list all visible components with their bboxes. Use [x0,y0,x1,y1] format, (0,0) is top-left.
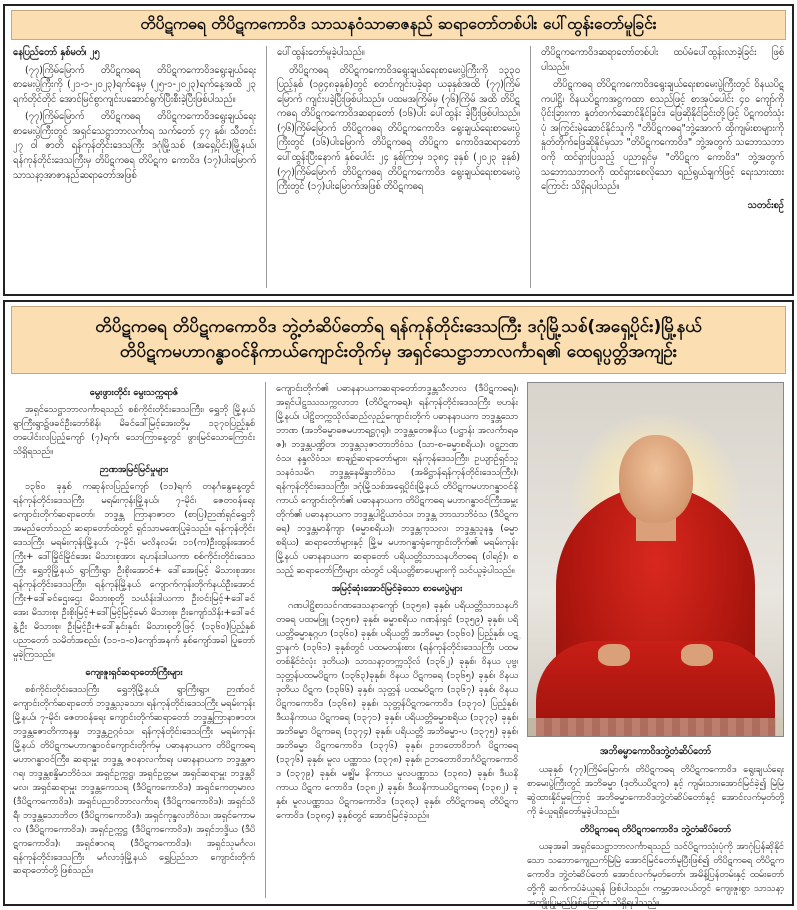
article-headline: တိပိဋကဓရ တိပိဋကကောဝိဒ သာသနဝံသာဓာဇနည် ဆရာတော်တစ်ပါး ပေါ်ထွန်းတော်မူခြင်း [11,10,786,40]
right-hand-shape [681,644,713,666]
paragraph: တိပိဋကဓရ တိပိဋကကောဝိဒရွေးချယ်ရေးစာမေးပွဲကြီးကို ၁၃၃၀ ပြည့်နှစ် (၁၉၄၈ခုနှစ်)တွင် စတင်ကျင်းပခဲ့ရာ ယခုနှစ်အထိ (၇၇)ကြိမ်မြောက် ကျင်းပခဲ့ပြီးဖြစ်ပါသည်။ ပထမအကြိမ်မှ (၇၆)ကြိမ် အထိ တိပိဋကဓရ တိပိဋကကောဝိဒဆရာတော် (၁၆)ပါး ပေါ်ထွန်း ခဲ့ပြီးဖြစ်ပါသည်။ (၇၆)ကြိမ်မြောက် တိပိဋကဓရ တိပိဋကကောဝိဒ ရွေးချယ်ရေးစာမေးပွဲကြီးတွင် (၁၆)ပါးမြောက် တိပိဋကဓရ တိပိဋက ကောဝိဒဆရာတော် ပေါ်ထွန်းပြီးနောက် နှစ်ပေါင်း ၂၄ နှစ်ကြာမှ ၁၃၈၄ ခုနှစ် (၂၀၂၃ ခုနှစ်) (၇၇)ကြိမ်မြောက် တိပိဋကဓရ တိပိဋကကောဝိဒ ရွေးချယ်ရေးစာမေးပွဲကြီးတွင် (၁၇)ပါးမြောက်အဖြစ် တိပိဋကဓရ [277,64,520,193]
article-column-2 [277,46,520,288]
paragraph: တိပိဋကကောဝိဒဆရာတော်တစ်ပါး ထပ်မံပေါ်ထွန်းလာခဲ့ခြင်း ဖြစ်ပါသည်။ [541,47,784,73]
article-columns [13,46,784,288]
section-subheading: ကျေးဇူးရှင်ဆရာတော်ကြီးများ [85,666,183,678]
left-hand-shape [598,644,630,666]
paragraph: တိပိဋကဓရ တိပိဋကကောဝိဒရွေးချယ်ရေးစာမေးပွဲကြီးတွင် ဝိနယပိဋကပါဠိ၊ ဝိနယပိဋကအဋ္ဌကထာ စသည်ဖြင့် စာအုပ်ပေါင်း ၄၀ ကျော်ကို ပိုင်းခြားကာ နှုတ်တက်ဆောင်နိုင်ခြင်း၊ ဖြေဆိုနိုင်ခြင်းတို့ဖြင့် ပိဋကတ်သုံးပုံ အကြွင်းမဲ့ဆောင်နိုင်သူကို "တိပိဋကဓရ"ဘွဲ့အောက် ထိုကျမ်းစာများကို နှုတ်တိုက်ဖြေဆိုနိုင်မှသာ "တိပိဋကကောဝိဒ" ဘွဲ့အတွက် သဘောသဘာဝကို ထင်ရှားပြသည့် ပညာရှင်မှ "တိပိဋက ကောဝိဒ" ဘွဲ့အတွက် သဘောသဘာဝကို ထင်ရှားစေလိုသော ရည်ရွယ်ချက်ဖြင့် ရေးသားထားကြောင်း သိရှိရပါသည်။ [541,79,784,193]
paragraph: ဂဏပါဠိစာသင်ဂဏဒေသနာကျော် (၁၃၅၈) ခုနှစ်၊ ပရိယတ္တိသာသနဟိတဓရ ပထမဖြူ (၁၃၅၈) ခုနှစ်၊ ဓမ္မာစရိယ ဂဏန်းရှင် (၁၃၅၉) ခုနှစ်၊ ပရိယတ္တိဓမ္မာနုဂ္ဂဟ (၁၃၆၀) ခုနှစ်၊ ပရိယတ္တိ အဘိဓမ္မာ (၁၃၆၀) ပြည့်နှစ်၊ ပဋ္ဌာနကံ (၁၃၆၁) ခုနှစ်တွင် ပထမတန်းစား (ရန်ကုန်တိုင်းဒေသကြီး ပထမ တစ်နိုင်ငံလုံး ဒုတိယ)၊ သာသနာ့တက္ကသိုလ် (၁၃၆၂) ခုနှစ်၊ ဝိနယ ပုဗ္ဗ၊ သုတ္တန်ပထမပိဋက (၁၃၆၃)ခုနှစ်၊ ဝိနယ ပိဋကဓရ (၁၃၆၅) ခုနှစ်၊ ဝိနယဒုတိယ ပိဋက (၁၃၆၆) ခုနှစ်၊ သုတ္တန် ပထမပိဋက (၁၃၆၇) ခုနှစ်၊ ဝိနယ ပိဋကကောဝိဒ (၁၃၆၈) ခုနှစ်၊ သုတ္တန်ပိဋကကောဝိဒ (၁၃၇၀) ပြည့်နှစ်၊ ဒီဃနိကာယ ပိဋကဓရ (၁၃၇၁) ခုနှစ်၊ ပရိယတ္တိဓမ္မာစရိယ (၁၃၇၃) ခုနှစ်၊ အဘိဓမ္မာ ပိဋကဓရ (၁၃၇၄) ခုနှစ်၊ ပရိယတ္တိ အဘိဓမ္မာ-ပ (၁၃၇၅) ခုနှစ်၊ အဘိဓမ္မာ ပိဋကကောဝိဒ (၁၃၇၆) ခုနှစ်၊ ဥဘတောဝိဘင်္ဂ ပိဋကဓရ (၁၃၇၆) ခုနှစ်၊ မူလ ပဏ္ဏာသ (၁၃၇၈) ခုနှစ်၊ ဥဘတောဝိဘင်္ဂပိဋကကောဝိဒ (၁၃၇၉) ခုနှစ်၊ မဇ္ဈိမ နိကာယ မူလပဏ္ဏာသ (၁၃၈၁) ခုနှစ်၊ ဒီဃနိကာယ ပိဋက ကောဝိဒ (၁၃၈၂) ခုနှစ်၊ ဒီဃနိကာယပိဋကဓရ (၁၃၈၂) ခုနှစ်၊ မူလပဏ္ဏာသ ပိဋကကောဝိဒ (၁၃၈၃) ခုနှစ်၊ တိပိဋကဓရ တိပိဋကကောဝိဒ (၁၃၈၄) ခုနှစ်တွင် အောင်မြင်ခဲ့သည်။ [276,599,518,821]
monk-portrait-photo [527,382,784,737]
paragraph: အရှင်သေဋ္ဌာဘာလင်္ကာရသည် စစ်ကိုင်းတိုင်းဒေသကြီး၊ ရွှေဘို မြို့နယ်ရွာကြီးရွာ၌ဖခင်ဦးဘော်စိန်၊ မိခင်ဒေါ်မြင့်အေးတို့မှ ၁၃၇၀ပြည့်နှစ် တပေါင်းလပြည့်ကျော် (၇)ရက်၊ သောကြာနေ့တွင် ဖွားမြင်သောကြောင်း သိရှိရသည်။ [13,403,255,457]
paragraph: (၇၇)ကြိမ်မြောက် တိပိဋကဓရ တိပိဋကကောဝိဒရွေးချယ်ရေး စာမေးပွဲကြီးတွင် အရှင်သေဋ္ဌာဘာလင်္ကာရ သက်တော် ၄၇ နှစ်၊ သီတင်း ၂၇ ဝါ ဇာတိ ရန်ကုန်တိုင်းဒေသကြီး ဒဂုံမြို့သစ် (အရှေ့ပိုင်း)မြို့နယ်၊ ရန်ကုန်တိုင်းဒေသကြီးမှ တိပိဋကဓရ တိပိဋက ကောဝိဒ (၁၇)ပါးမြောက် သာသနာ့အာဇာနည်ဆရာတော်အဖြစ် [13,111,256,181]
dateline: နေပြည်တော် နှစ်မတ်၊ ၂၅ [13,47,100,58]
column-divider [266,46,267,288]
photo-caption: အဘိဓမ္မာကောဝိဒဘွဲ့တံဆိပ်တော် [599,746,712,757]
photo-column [527,382,784,908]
article-column-1 [13,382,255,898]
paragraph: ၁၃၆၀ ခုနှစ် ကဆုန်လပြည့်ကျော် (၁၁)ရက် တနင်္ဂနွေနေ့တွင် ရန်ကုန်တိုင်းဒေသကြီး မရမ်းကုန်းမြို့နယ်၊ ၇-မိုင်၊ ဇေတဝန်ရေး ကျောင်းတိုက်ဆရာတော်၊ ဘဒ္ဒန္တ ကြာနာဇာတ (စာပြ)ဉာဏ်ရှင်ရွှေဘို အမည်တော်သည် ဆရာတော်ထံတွင် ရှင်သာမဏေပြုခဲ့သည်။ ရန်ကုန်တိုင်းဒေသကြီး မရမ်းကုန်းမြို့နယ်၊ ၇-မိုင်၊ မလိနလမ်း ၁၁(က)ဦးထွန်းအောင်ကြီး+ ဒေါ်မြိုင်မြိုင်အေး မိသားစုအား ရဟန်းဒါယကာ စစ်ကိုင်းတိုင်းဒေသကြီး ရွှေဘိုမြို့နယ် ရွာကြီးရွာ ဦးစိုးအောင်+ ဒေါ်အေးမြင့် မိသားစုအား ရန်ကုန်တိုင်းဒေသကြီး၊ ရန်ကုန်မြို့နယ် ကျောက်ကုန်းတိုက်နယ်ဦးအောင်ကြီး+ဒေါ်ခင်ဌေးဌေး မိသားစုတို့ သင်္ဃန်းဒါယကာ ဦးဝင်းမြင့်+ဒေါ်ခင်အေး မိသားစု၊ ဦးစိုးမြင့်+ဒေါ်မြင့်မြင့်မော် မိသားစု၊ ဦးကျော်သိန်း+ဒေါ်ခင်နွဲ့ဦး မိသားစု၊ ဦးမြင့်ဦး+ဒေါ်နှင်းနှင်း မိသားစုတို့ဖြင့် (၁၃၆၀)ပြည့်နှစ် ပညာတော် သမိတ်အစည်း (၁၁-၁-ဝ)ကျော်အနက် နှစ်ကျော်အခါ ပြုတော်မူခဲ့ကြသည်။ [13,480,255,660]
head-shape [619,435,693,523]
column-divider [530,46,531,288]
paragraph: ကျောင်းတိုက်၏ ပဓာနနာယကဆရာတော်ဘဒ္ဒန္တသီလာလ (ဒီပိဋကဓရ)၊ အရှင်ပါဠဿသက္ကလာဘ (တိပိဋကဓရ)၊ ရန်ကုန်တိုင်းဒေသကြီး ဗဟန်း မြို့နယ်၊ ပါဠိတက္ကသိုလ်ဆည်လှည့်ကျောင်းတိုက် ပဓာနနာယက ဘဒ္ဒန္တသောဘာဏ (အဘိဓမ္မာဓဇမဟာရဋ္ဌဂုရု)၊ ဘဒ္ဒန္တတေဇနိယ (ပဋ္ဌာန်း အလင်္ကာရဓဇ)၊ ဘဒ္ဒန္တပဏ္ဍိတ၊ ဘဒ္ဒန္တသုဇာတာဘိဝံသ (သာ-စ-ဓမ္မာစရိယ)၊ ဝဋ္ဋဉာဏဝံသ၊ နန္ဒလိဝံသ၊ စာချဉ်ဆရာတော်များ၊ ရန်ကုန်ဒေသကြီး၊ ဥယျာဉ်ရှင်သူသနဝံသမိဂ ဘဒ္ဒန္တနေမိန္ဒာဘိဝံသ (အဓိဋ္ဌာန်ရန်ကုန်တိုင်းဒေသကြီး)၊ ရန်ကုန်တိုင်းဒေသကြီး၊ ဒဂုံမြို့သစ်အရှေ့ပိုင်းမြို့နယ် တိပိဋကမဟာဂန္ဓာဝင်နိကာယ် ကျောင်းတိုက်၏ ပဓာနနာယက တိပိဋကဓရ မဟာဂန္ဓာဝင်ကြီးအမှူးတိုက်၏ ပဓာနနာယက ဘဒ္ဒန္တပါဠိယာဝံသ၊ ဘဒ္ဒန္တ ဘာသာဘိဝံသ (ဒီပိဋကဓရ) ဘဒ္ဒန္တမာနိကျာ (ဓမ္မာစရိယ)၊ ဘဒ္ဒန္တကုသလ၊ ဘဒ္ဒန္တသူနန္ဒ (ဓမ္မာစရိယ) ဆရာတော်များနှင့် မြို့မ မဟာဂန္ဓာရုံကျောင်းတိုက်၏ မရမ်းကုန်းမြို့နယ် ပဓာနနာယက ဆရာတော် ပရိယတ္တိသာသနဟိတဓရ (ဝါရင့်)၊ စသည့် ဆရာတော်ကြီးများ ထံတွင် ပရိယတ္တိစာပေများကို သင်ယူခဲ့ပါသည်။ [276,383,518,576]
news-article-top [3,4,794,296]
photo-column-text [527,763,784,910]
section-subheading: အမြင့်ဆုံးအောင်မြင်ခဲ့သော စာမေးပွဲများ [331,582,463,594]
article-columns [13,382,518,898]
article-column-2 [276,382,518,898]
floor-rug [528,718,783,736]
section-subheading: ဉာဏအမြင်မြင်မှုများ [99,463,169,475]
paragraph: (၇၇)ကြိမ်မြောက် တိပိဋကဓရ တိပိဋကကောဝိဒရွေးချယ်ရေး စာမေးပွဲကြီးကို (၂၁-၁-၂၀၂၃)ရက်နေ့မှ (၂၅-၁-၂၀၂၃)ရက်နေ့အထိ ၂၃ ရက်တိုင်တိုင် အောင်မြင်စွာကျင်းပဆောင်ရွက်ပြီးစီးခဲ့ပြီးဖြစ်ပါသည်။ [13,64,256,105]
section-subheading: မွေးဖွားတိုင်း မွေးသက္ကရာဇ် [89,387,179,398]
article-headline [11,306,786,374]
headline-line-2: တိပိဋကမဟာဂန္ဓာဝင်နိကာယ်ကျောင်းတိုက်မှ အရှင်သေဋ္ဌာဘာလင်္ကာရ၏ ထေရုပ္ပတ္တိအကျဉ်း [119,342,678,362]
paragraph: ပေါ်ထွန်းတော်မူခဲ့ပါသည်။ [277,47,365,58]
article-column-3 [541,46,784,288]
column-divider [265,382,266,898]
news-article-biography [3,300,794,906]
paragraph: ယခုအခါ အရှင်သေဋ္ဌာဘာလင်္ကာရသည် သင်ပိဋကသုံးပုံကို အာဂုံပြန်ဆိုနိုင်သော သဘောကျေညက်မြဲမြဲ အောင်မြင်တော်မူပြီးဖြစ်၍ တိပိဋကဓရ တိပိဋကကောဝိဒ ဘွဲ့တံဆိပ်တော် အောင်လက်မှတ်တော်၊ အမိန့်ပြန်တမ်းနှင့် ထမ်းတော်တို့ကို ဆက်ကပ်ခံယူရန် ဖြစ်ပါသည်။ ကမ္ဘာ့အလယ်တွင် ကျေးဇူးစွာ သာသနာ့ အကျိုးပြုမည်ဖြစ်ကြောင်း သိရှိရပါသည်။ [527,840,784,908]
section-subheading: တိပိဋကဓရ တိပိဋကကောဝိဒ ဘွဲ့တံဆိပ်တော် [580,823,731,835]
byline: သတင်းစဉ် [747,199,784,211]
paragraph: စစ်ကိုင်းတိုင်းဒေသကြီး ရွှေဘိုမြို့နယ်၊ ရွာကြီးရွာ၊ ဉာဏ်ဝင်ကျောင်းတိုက်ဆရာတော် ဘဒ္ဒန္တသုခသာ၊ ရန်ကုန်တိုင်းဒေသကြီး မရမ်းကုန်းမြို့နယ်၊ ၇-မိုင်၊ ဇေတဝန်ရေး ကျောင်းတိုက်ဆရာတော် ဘဒ္ဒန္တကြာနာဇာတ၊ ဘဒ္ဒန္တဇောတိကာနန္ဒ၊ ဘဒ္ဒန္တဥဂ္ဂဝံသ၊ ရန်ကုန်တိုင်းဒေသကြီး မရမ်းကုန်းမြို့နယ် တိပိဋကမဟာဂန္ဓာဝင်ကျောင်းတိုက်မှ ပဓာနနာယက တိပိဋကဓရ မဟာဂန္ဓာဝင်ကြီး၊ ဆရာမှူး ဘဒ္ဒန္တ ဇဝနာလင်္ကာရ၊ ပဓာနနာယက ဘဒ္ဒန္တဇာဂရ၊ ဘဒ္ဒန္တစန္ဒိမာဘိဝံသ၊ အရှင်ဥက္ကဋ္ဌ၊ အရှင်ဥတ္တမ၊ အရှင်ဆရာမှူး ဘဒ္ဒန္တဝိမလ၊ အရှင်ဆရာမှူး ဘဒ္ဒန္တကေသရ (ဒီပိဋကကောဝိဒ) အရှင်ကေတုမာလ (ဒီပိဋကကောဝိဒ)၊ အရှင်ပညာဝိဘာလင်္ကာရ (ဒီပိဋကကောဝိဒ)၊ အရှင်သိရီ၊ ဘဒ္ဒန္တသောဘိတ (ဒီပိဋကကောဝိဒ)၊ အရှင်ကုန္ဒလဘိဝံသ၊ အရှင်ကောမလ (ဒီပိဋကကောဝိဒ)၊ အရှင်ဥက္ကဋ္ဌ (ဒီပိဋကကောဝိဒ)၊ အရှင်ဘဒ္ဒိယ (ဒီပိဋကကောဝိဒ)၊ အရှင်ဇာဂရ (ဒီပိဋကကောဝိဒ)၊ အရှင်သုမင်္ဂလ၊ ရန်ကုန်တိုင်းဒေသကြီး မင်္ဂလာဒုံမြို့နယ် ရွှေပြည်သာ ကျောင်းတိုက်ဆရာတော်တို့ ဖြစ်သည်။ [13,683,255,877]
paragraph: ယခုနှစ် (၇၇)ကြိမ်မြောက်၊ တိပိဋကဓရ တိပိဋကကောဝိဒ ရွေးချယ်ရေးစာမေးပွဲကြီးတွင် အဘိဓမ္မာ (ဒုတိယပိဋက) နှင့် ကျမ်းသားအောင်မြင်ခဲ့၍ မြဲမြဲဆွဲထားနိုင်မှုကြောင့် အဘိဓမ္မာကောဝိဒဘွဲ့တံဆိပ်တော်နှင့် အောင်လက်မှတ်တို့ကို ခံယူရရှိတော်မူခဲ့ပါသည်။ [527,764,784,817]
headline-line-1: တိပိဋကဓရ တိပိဋကကောဝိဒ ဘွဲ့တံဆိပ်တော်ရ ရန်ကုန်တိုင်းဒေသကြီး ဒဂုံမြို့သစ်(အရှေ့ပိုင်း)မြို့နယ် [95,317,702,338]
article-column-1 [13,46,256,288]
